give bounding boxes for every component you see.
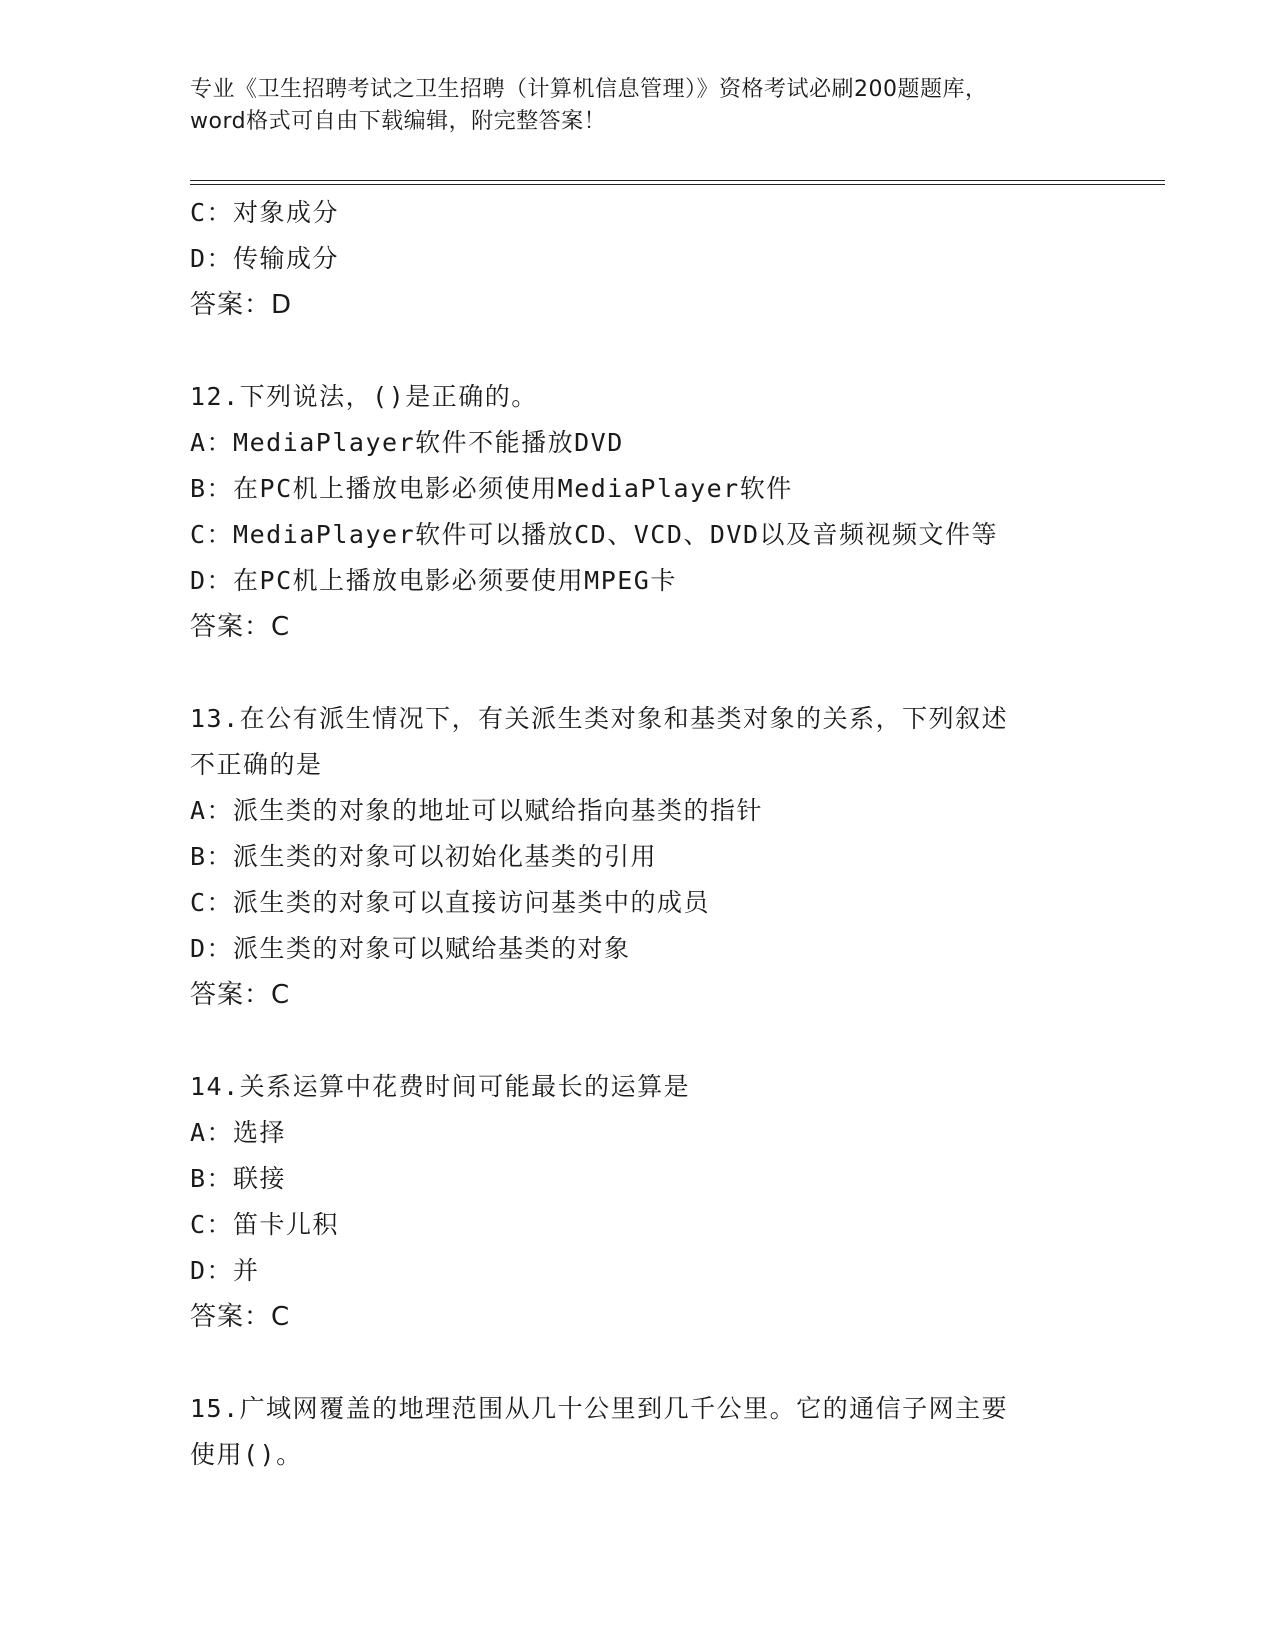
question-text-continued: 不正确的是 xyxy=(190,750,323,779)
question-text: 14.关系运算中花费时间可能最长的运算是 xyxy=(190,1072,691,1101)
question-12 xyxy=(190,374,1090,650)
header-divider-top xyxy=(190,180,1165,181)
option-c: C：MediaPlayer软件可以播放CD、VCD、DVD以及音频视频文件等 xyxy=(190,520,999,549)
option-b: B：在PC机上播放电影必须使用MediaPlayer软件 xyxy=(190,474,793,503)
answer-text: 答案：D xyxy=(190,290,293,320)
question-text: 15.广域网覆盖的地理范围从几十公里到几千公里。它的通信子网主要 xyxy=(190,1394,1009,1423)
spacer xyxy=(190,328,1090,374)
option-b: B：联接 xyxy=(190,1164,287,1193)
option-c: C：派生类的对象可以直接访问基类中的成员 xyxy=(190,888,711,917)
spacer xyxy=(190,650,1090,696)
answer-text: 答案：C xyxy=(190,980,291,1010)
option-b: B：派生类的对象可以初始化基类的引用 xyxy=(190,842,658,871)
question-text-continued: 使用()。 xyxy=(190,1440,303,1469)
answer-text: 答案：C xyxy=(190,612,291,642)
option-a: A：选择 xyxy=(190,1118,287,1147)
question-text: 13.在公有派生情况下，有关派生类对象和基类对象的关系，下列叙述 xyxy=(190,704,1009,733)
option-d: D：在PC机上播放电影必须要使用MPEG卡 xyxy=(190,566,677,595)
question-list xyxy=(190,190,1090,1478)
option-a: A：派生类的对象的地址可以赋给指向基类的指针 xyxy=(190,796,764,825)
document-header xyxy=(190,74,1090,138)
option-c: C：对象成分 xyxy=(190,198,340,227)
question-15 xyxy=(190,1386,1090,1478)
option-d: D：派生类的对象可以赋给基类的对象 xyxy=(190,934,631,963)
question-14 xyxy=(190,1064,1090,1340)
option-d: D：传输成分 xyxy=(190,244,340,273)
spacer xyxy=(190,1340,1090,1386)
question-13 xyxy=(190,696,1090,1018)
question-text: 12.下列说法，()是正确的。 xyxy=(190,382,538,411)
question-continued xyxy=(190,190,1090,328)
header-line-2: word格式可自由下载编辑，附完整答案！ xyxy=(190,109,607,134)
header-line-1: 专业《卫生招聘考试之卫生招聘（计算机信息管理）》资格考试必刷200题题库， xyxy=(190,77,988,102)
spacer xyxy=(190,1018,1090,1064)
option-a: A：MediaPlayer软件不能播放DVD xyxy=(190,428,624,457)
header-divider-bottom xyxy=(190,184,1165,185)
answer-text: 答案：C xyxy=(190,1302,291,1332)
option-c: C：笛卡儿积 xyxy=(190,1210,340,1239)
option-d: D：并 xyxy=(190,1256,260,1285)
